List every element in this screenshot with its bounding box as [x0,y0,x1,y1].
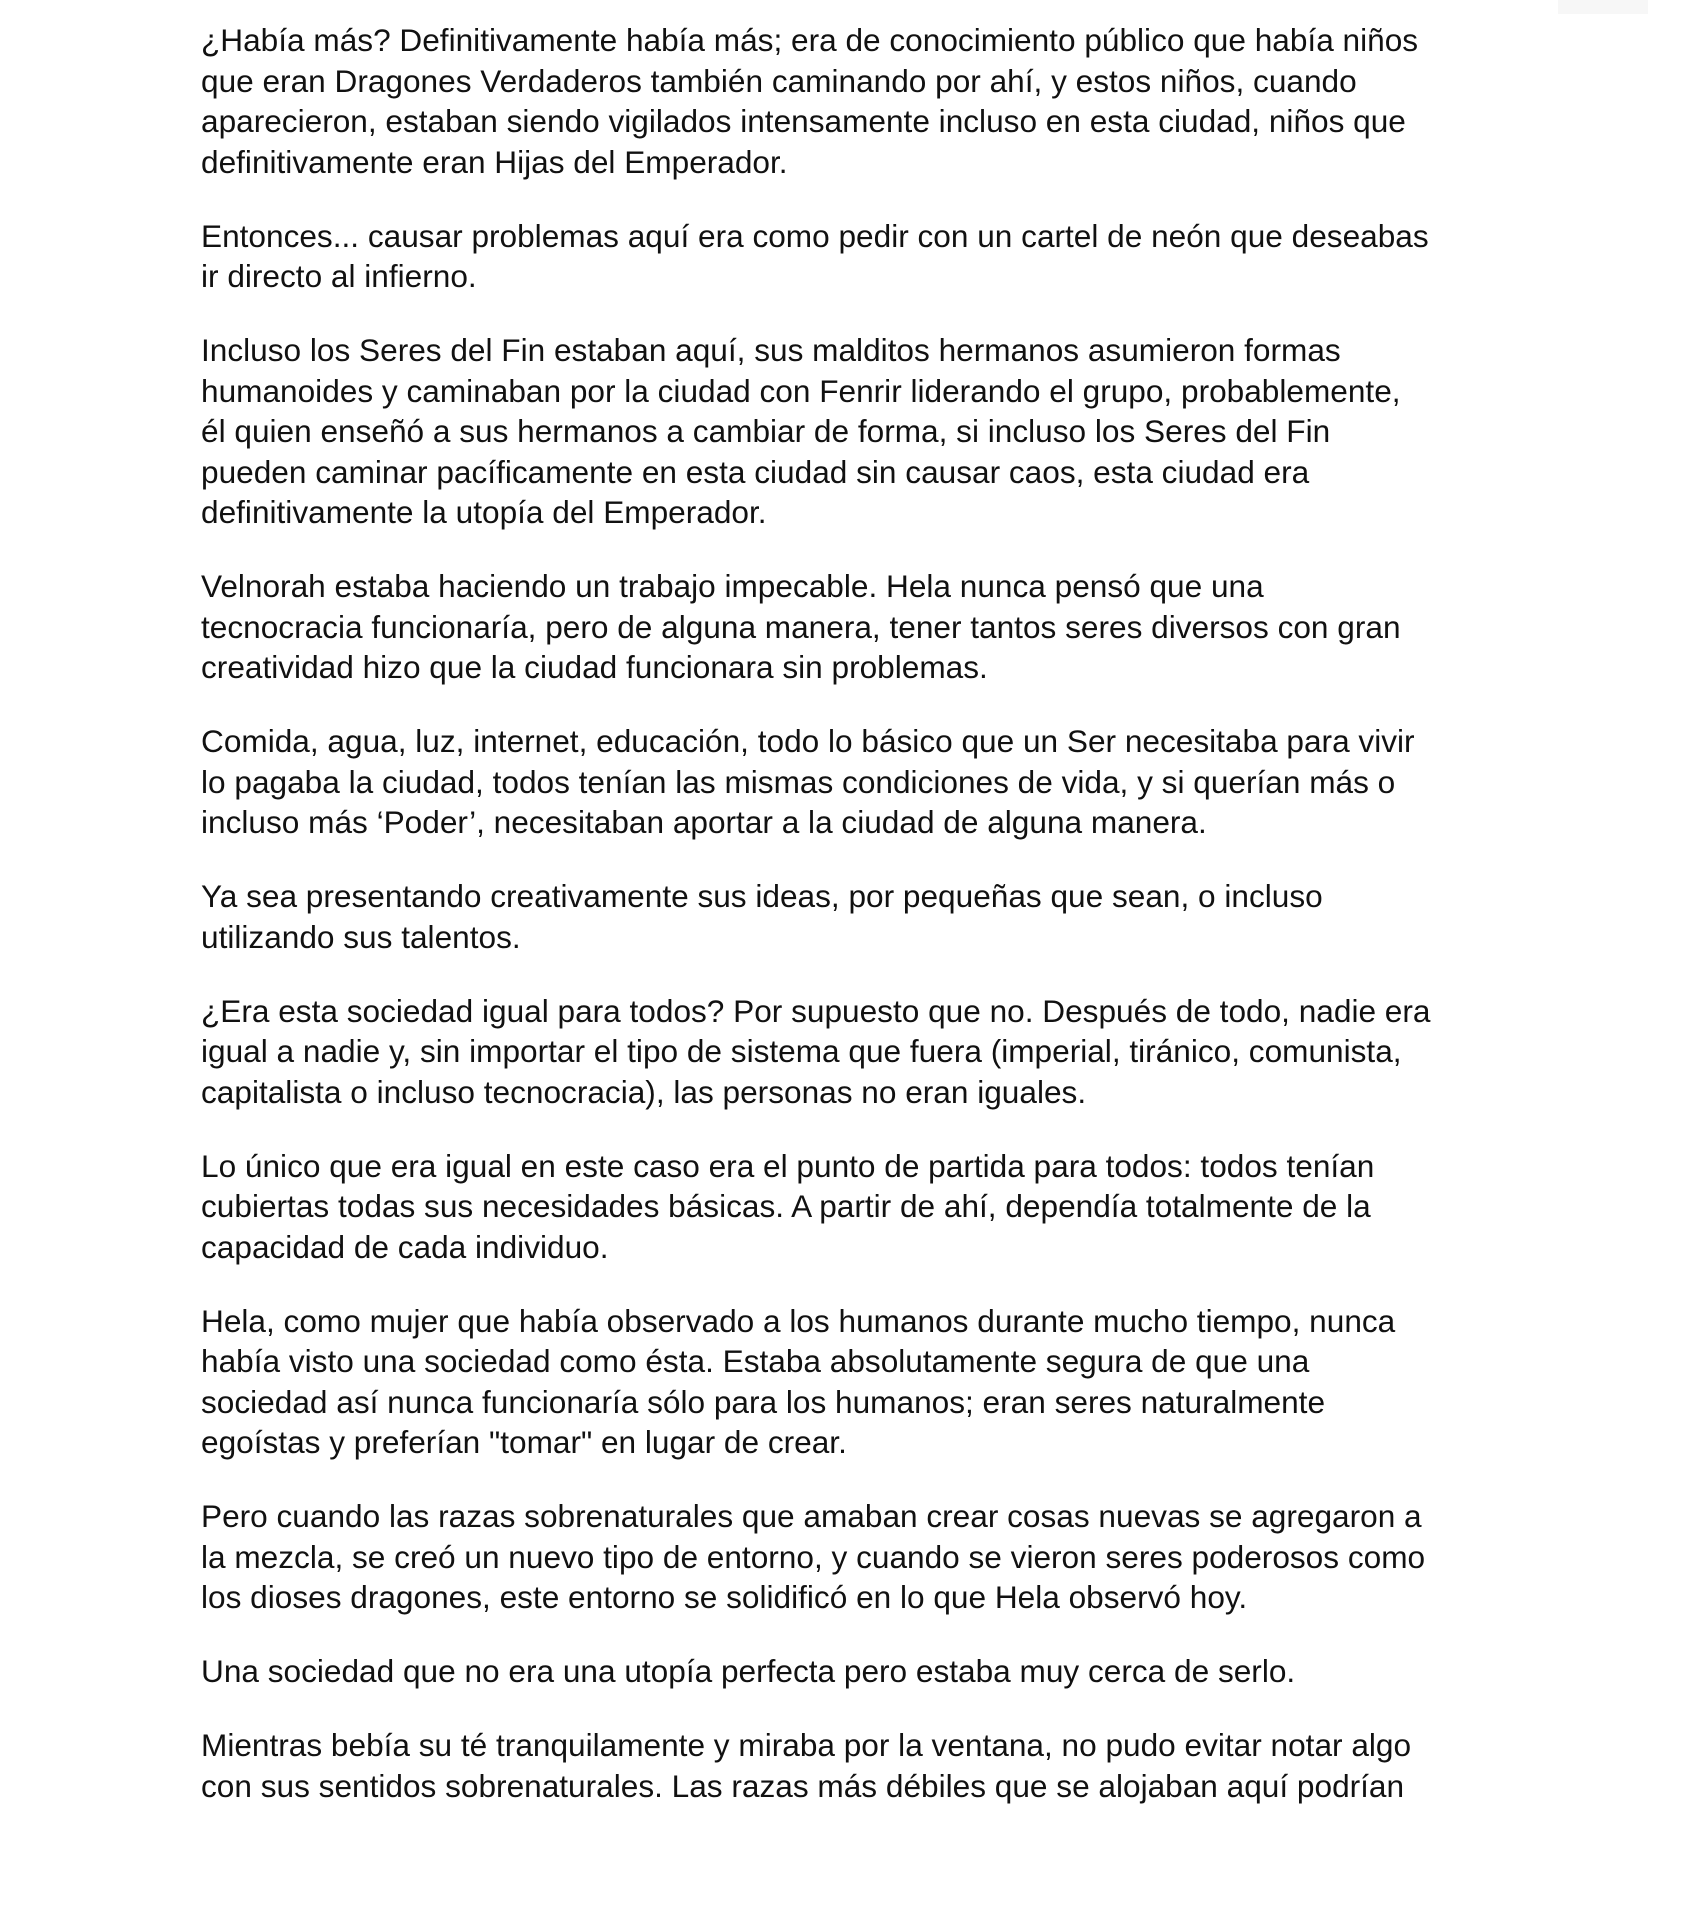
paragraph [201,566,1521,688]
paragraph [201,876,1521,957]
text-line: Una sociedad que no era una utopía perfecta pero estaba muy cerca de serlo. [201,1653,1296,1689]
text-line: sociedad así nunca funcionaría sólo para los humanos; eran seres naturalmente [201,1383,1326,1420]
text-line: él quien enseñó a sus hermanos a cambiar de forma, si incluso los Seres del Fin [201,413,1331,449]
text-line: Pero cuando las razas sobrenaturales que amaban crear cosas nuevas se agregaron a [201,1498,1422,1534]
text-line: incluso más ‘Poder’, necesitaban aportar a la ciudad de alguna manera. [201,804,1207,840]
text-line: Incluso los Seres del Fin estaban aquí, sus malditos hermanos asumieron formas [201,332,1341,368]
text-line: los dioses dragones, este entorno se solidificó en lo que Hela observó hoy. [201,1579,1248,1615]
text-line: con sus sentidos sobrenaturales. Las razas más débiles que se alojaban aquí podrían [201,1767,1405,1804]
text-line: capacidad de cada individuo. [201,1228,609,1265]
text-line: pueden caminar pacíficamente en esta ciudad sin causar caos, esta ciudad era [201,453,1310,490]
text-line: creatividad hizo que la ciudad funcionara sin problemas. [201,649,988,685]
text-line: utilizando sus talentos. [201,918,521,955]
text-line: definitivamente eran Hijas del Emperador. [201,143,788,180]
text-line: que eran Dragones Verdaderos también caminando por ahí, y estos niños, cuando [201,62,1357,99]
paragraph [201,330,1521,533]
paragraph [201,20,1521,182]
text-line: cubiertas todas sus necesidades básicas. A partir de ahí, dependía totalmente de la [201,1188,1371,1224]
paragraph [201,1146,1521,1268]
text-line: Entonces... causar problemas aquí era como pedir con un cartel de neón que deseabas [201,217,1429,254]
text-line: Ya sea presentando creativamente sus ideas, por pequeñas que sean, o incluso [201,878,1323,914]
paragraph [201,991,1521,1113]
paragraph [201,1301,1521,1463]
text-line: Lo único que era igual en este caso era el punto de partida para todos: todos tenían [201,1147,1375,1184]
text-line: capitalista o incluso tecnocracia), las personas no eran iguales. [201,1073,1087,1110]
text-line: Hela, como mujer que había observado a los humanos durante mucho tiempo, nunca [201,1302,1396,1339]
text-line: igual a nadie y, sin importar el tipo de sistema que fuera (imperial, tiránico, comunista, [201,1033,1402,1069]
text-line: Comida, agua, luz, internet, educación, todo lo básico que un Ser necesitaba para vivir [201,723,1415,759]
text-line: había visto una sociedad como ésta. Estaba absolutamente segura de que una [201,1343,1310,1379]
paragraph [201,1725,1521,1806]
text-line: Velnorah estaba haciendo un trabajo impecable. Hela nunca pensó que una [201,568,1264,604]
text-line: lo pagaba la ciudad, todos tenían las mismas condiciones de vida, y si querían más o [201,763,1396,800]
text-line: tecnocracia funcionaría, pero de alguna manera, tener tantos seres diversos con gran [201,608,1401,645]
text-line: Mientras bebía su té tranquilamente y miraba por la ventana, no pudo evitar notar algo [201,1727,1412,1763]
paragraph [201,216,1521,297]
text-line: ¿Era esta sociedad igual para todos? Por supuesto que no. Después de todo, nadie era [201,992,1431,1029]
page-corner-mark [1558,0,1648,14]
text-line: egoístas y preferían "tomar" en lugar de crear. [201,1424,847,1460]
text-line: ir directo al infierno. [201,258,477,294]
text-line: definitivamente la utopía del Emperador. [201,494,767,530]
text-line: humanoides y caminaban por la ciudad con Fenrir liderando el grupo, probablemente, [201,372,1401,409]
paragraph [201,1651,1521,1692]
text-line: aparecieron, estaban siendo vigilados intensamente incluso en esta ciudad, niños que [201,103,1406,139]
text-line: la mezcla, se creó un nuevo tipo de entorno, y cuando se vieron seres poderosos como [201,1538,1426,1575]
paragraph [201,721,1521,843]
document-body [201,20,1521,1840]
text-line: ¿Había más? Definitivamente había más; era de conocimiento público que había niños [201,22,1419,58]
paragraph [201,1496,1521,1618]
